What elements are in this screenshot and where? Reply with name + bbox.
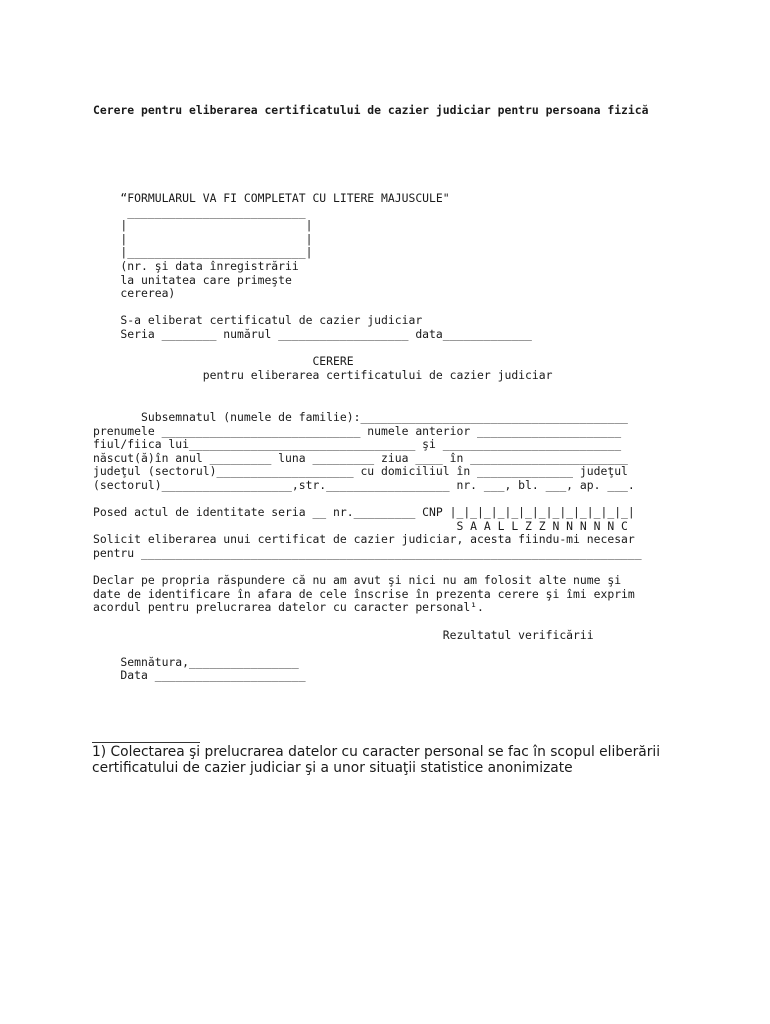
form-line [93,615,642,629]
form-line: acordul pentru prelucrarea datelor cu caracter personal¹. [93,600,484,615]
form-line: Semnătura,________________ [93,654,299,669]
form-line: S A A L L Z Z N N N N N C [93,518,628,533]
form-line: date de identificare în afara de cele înscrise în prezenta cerere şi îmi exprim [93,586,635,601]
form-line: Posed actul de identitate seria __ nr._________ CNP |_|_|_|_|_|_|_|_|_|_|_|_|_| [93,505,635,520]
form-line: Solicit eliberarea unui certificat de cazier judiciar, acesta fiindu-mi necesar [93,532,635,547]
registration-line: “FORMULARUL VA FI COMPLETAT CU LITERE MAJUSCULE" [93,191,450,205]
request-form-body [93,411,642,683]
footnote-divider [92,742,200,743]
form-line [93,493,642,507]
form-line: născut(ă)în anul _________ luna _________ ziua ____ în _______________________ [93,450,628,465]
form-line [93,642,642,656]
form-line: prenumele _____________________________ numele anterior _____________________ [93,423,622,438]
registration-block [93,192,552,382]
form-line: judeţul (sectorul)____________________ cu domiciliul în ______________ judeţul [93,464,628,479]
registration-line: |__________________________| [93,245,313,260]
registration-line: | | [93,218,313,233]
form-line: Data ______________________ [93,668,306,683]
footnote: 1) Colectarea şi prelucrarea datelor cu caracter personal se fac în scopul eliberării certificatului de cazier judiciar şi a unor situaţii statistice anonimizate [92,744,661,776]
form-line: (sectorul)___________________,str.__________________ nr. ___, bl. ___, ap. ___. [93,477,635,492]
registration-line [93,342,552,356]
registration-line: Seria ________ numărul ___________________ data_____________ [93,326,532,341]
form-line: Subsemnatul (numele de familie):_______________________________________ [93,410,628,424]
registration-line: cererea) [93,286,176,301]
registration-line: pentru eliberarea certificatului de cazier judiciar [93,367,553,382]
form-line: pentru _________________________________________________________________________ [93,545,642,560]
registration-line: S-a eliberat certificatul de cazier judiciar [93,313,423,328]
registration-line: | | [93,231,313,246]
form-line: fiul/fiica lui_________________________________ şi __________________________ [93,437,622,452]
form-line: Rezultatul verificării [93,627,594,642]
document-title: Cerere pentru eliberarea certificatului de cazier judiciar pentru persoana fizică [93,103,649,117]
form-line [93,561,642,575]
registration-line [93,301,552,315]
registration-line: (nr. şi data înregistrării [93,258,299,273]
registration-line: la unitatea care primeşte [93,272,292,287]
registration-line: __________________________ [93,204,306,219]
form-line: Declar pe propria răspundere că nu am avut şi nici nu am folosit alte nume şi [93,573,622,588]
registration-line: CERERE [93,354,354,369]
